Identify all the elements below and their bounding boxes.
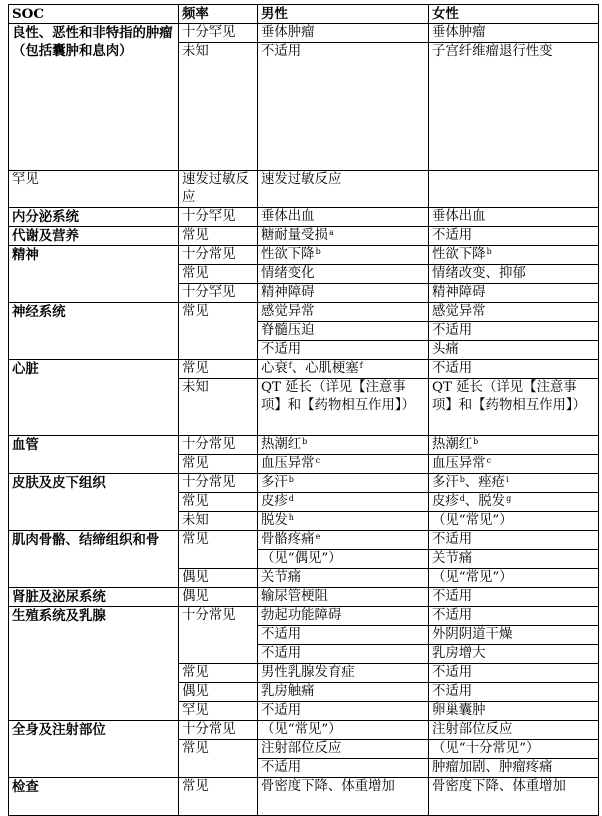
female-cell	[429, 759, 599, 778]
footnote-marker: a	[328, 228, 334, 237]
frequency-cell	[179, 721, 258, 740]
male-cell-text: 不适用	[261, 627, 302, 642]
frequency-cell	[179, 702, 258, 721]
header-frequency: 频率	[179, 5, 258, 24]
male-cell-text: 垂体出血	[261, 209, 315, 224]
male-cell-text: 输尿管梗阻	[261, 589, 328, 604]
frequency-cell-text: 常见	[182, 266, 209, 281]
frequency-cell	[179, 303, 258, 360]
female-cell	[429, 284, 599, 303]
female-cell	[429, 265, 599, 284]
female-cell	[429, 569, 599, 588]
table-row	[9, 721, 599, 740]
female-cell-text: （见“十分常见”）	[432, 741, 540, 756]
female-cell	[429, 664, 599, 683]
female-cell-text-tail: 、脱发	[464, 494, 506, 509]
soc-cell-text: 代谢及营养	[12, 228, 79, 244]
table-row	[9, 303, 599, 322]
female-cell	[429, 322, 599, 341]
male-cell-text: 骨密度下降、体重增加	[261, 779, 395, 794]
header-male: 男性	[258, 5, 429, 24]
male-cell-text: 男性乳腺发育症	[261, 665, 355, 680]
frequency-cell	[179, 778, 258, 816]
female-cell	[429, 721, 599, 740]
female-cell	[429, 341, 599, 360]
female-cell-text: 不适用	[432, 665, 473, 680]
female-cell-text: 骨密度下降、体重增加	[432, 779, 566, 794]
frequency-cell	[179, 246, 258, 265]
male-cell-text: 不适用	[261, 646, 302, 661]
frequency-cell-text: 罕见	[182, 703, 209, 718]
soc-cell-text: 精神	[12, 247, 39, 263]
table-row	[9, 171, 599, 208]
soc-cell-text: 良性、恶性和非特指的肿瘤（包括囊肿和息肉）	[12, 25, 173, 59]
male-cell	[258, 550, 429, 569]
female-cell-text: 不适用	[432, 684, 473, 699]
female-cell	[429, 531, 599, 550]
frequency-cell	[179, 360, 258, 379]
frequency-cell-text: 未知	[182, 513, 209, 528]
table-row	[9, 360, 599, 379]
frequency-cell-text: 十分常见	[182, 475, 236, 490]
table-row	[9, 531, 599, 550]
footnote-marker: g	[506, 494, 512, 503]
footnote-marker: f	[359, 361, 363, 370]
female-cell	[429, 778, 599, 816]
frequency-cell-text: 偶见	[182, 684, 209, 699]
adverse-reaction-table	[8, 4, 599, 816]
frequency-cell-text: 十分常见	[182, 608, 236, 623]
frequency-cell-text: 常见	[182, 665, 209, 680]
female-cell-text-tail: 、痤疮	[464, 475, 506, 490]
soc-cell	[9, 531, 179, 588]
male-cell-text: 骨骼疼痛	[261, 532, 315, 547]
female-cell-text: 头痛	[432, 342, 459, 357]
male-cell	[258, 284, 429, 303]
table-row	[9, 436, 599, 455]
header-soc: SOC	[9, 5, 179, 24]
male-cell	[258, 436, 429, 455]
male-cell-text: 速发过敏反应	[182, 172, 249, 205]
female-cell-text: 皮疹	[432, 494, 459, 509]
frequency-cell	[179, 474, 258, 493]
female-cell	[429, 208, 599, 227]
male-cell-text: 糖耐量受损	[261, 228, 328, 243]
female-cell-text: 热潮红	[432, 437, 473, 452]
male-cell	[258, 227, 429, 246]
female-cell-text: 不适用	[432, 532, 473, 547]
soc-cell	[9, 778, 179, 816]
frequency-cell-text: 十分罕见	[182, 285, 236, 300]
male-cell-text: 不适用	[261, 342, 302, 357]
male-cell-text: 心衰	[261, 361, 288, 376]
male-cell	[258, 493, 429, 512]
female-cell-text: QT 延长（详见【注意事项】和【药物相互作用】）	[432, 380, 586, 413]
female-cell-text: 不适用	[432, 608, 473, 623]
footnote-marker: f	[288, 361, 292, 370]
male-cell	[258, 702, 429, 721]
female-cell	[429, 550, 599, 569]
male-cell	[258, 607, 429, 626]
female-cell-text: 多汗	[432, 475, 459, 490]
female-cell	[429, 645, 599, 664]
frequency-cell-text: 常见	[182, 532, 209, 547]
female-cell-text: 精神障碍	[432, 285, 486, 300]
frequency-cell	[179, 607, 258, 664]
male-cell	[258, 645, 429, 664]
male-cell-text: 不适用	[261, 760, 302, 775]
female-cell	[429, 493, 599, 512]
soc-cell-text: 全身及注射部位	[12, 722, 106, 738]
male-cell	[258, 512, 429, 531]
frequency-cell	[179, 208, 258, 227]
female-cell-text: 速发过敏反应	[261, 172, 342, 187]
female-cell-text: 外阴阴道干燥	[432, 627, 513, 642]
male-cell	[258, 455, 429, 474]
soc-cell	[9, 588, 179, 607]
female-cell-text: （见“常见”）	[432, 570, 513, 585]
male-cell-text: 性欲下降	[261, 247, 315, 262]
female-cell	[429, 512, 599, 531]
soc-cell-text: 检查	[12, 779, 39, 795]
female-cell	[429, 588, 599, 607]
female-cell	[429, 246, 599, 265]
male-cell	[258, 322, 429, 341]
soc-cell-text: 肌肉骨骼、结缔组织和骨	[12, 532, 160, 548]
male-cell-text: 脱发	[261, 513, 288, 528]
female-cell-text: 注射部位反应	[432, 722, 513, 737]
female-cell-text: 不适用	[432, 323, 473, 338]
soc-cell-text: 神经系统	[12, 304, 66, 320]
frequency-cell	[179, 379, 258, 436]
female-cell-text: 垂体肿瘤	[432, 25, 486, 40]
table-row	[9, 588, 599, 607]
frequency-cell-text: 偶见	[182, 589, 209, 604]
male-cell-text: 热潮红	[261, 437, 302, 452]
male-cell	[258, 626, 429, 645]
female-cell-text: 垂体出血	[432, 209, 486, 224]
frequency-cell	[179, 24, 258, 43]
female-cell	[429, 436, 599, 455]
footnote-marker: b	[486, 247, 492, 256]
female-cell	[429, 607, 599, 626]
frequency-cell	[179, 493, 258, 512]
male-cell	[258, 360, 429, 379]
footnote-marker: b	[473, 437, 479, 446]
male-cell-text: 不适用	[261, 44, 302, 59]
frequency-cell	[179, 455, 258, 474]
soc-cell-text: 内分泌系统	[12, 209, 79, 225]
soc-cell-text: 血管	[12, 437, 39, 453]
soc-cell	[9, 208, 179, 227]
frequency-cell	[179, 227, 258, 246]
frequency-cell-text: 常见	[182, 494, 209, 509]
soc-cell	[9, 24, 179, 171]
frequency-cell-text: 常见	[182, 741, 209, 756]
female-cell	[429, 474, 599, 493]
male-cell	[258, 208, 429, 227]
frequency-cell-text: 十分罕见	[182, 209, 236, 224]
frequency-cell-text: 常见	[182, 304, 209, 319]
male-cell	[258, 664, 429, 683]
table-row	[9, 607, 599, 626]
male-cell-text: 勃起功能障碍	[261, 608, 342, 623]
footnote-marker: d	[288, 494, 294, 503]
female-cell-text: 乳房增大	[432, 646, 486, 661]
soc-cell-text: 心脏	[12, 361, 39, 377]
male-cell	[258, 341, 429, 360]
female-cell	[429, 740, 599, 759]
frequency-cell	[179, 569, 258, 588]
footnote-marker: h	[288, 513, 294, 522]
frequency-cell	[179, 436, 258, 455]
female-cell	[429, 702, 599, 721]
male-cell	[258, 588, 429, 607]
soc-cell	[9, 246, 179, 303]
female-cell-text: 不适用	[432, 589, 473, 604]
female-cell-text: 关节痛	[432, 551, 473, 566]
table-row	[9, 474, 599, 493]
table-row	[9, 227, 599, 246]
header-row	[9, 5, 599, 24]
female-cell	[429, 303, 599, 322]
female-cell	[429, 43, 599, 171]
female-cell	[429, 360, 599, 379]
header-female: 女性	[429, 5, 599, 24]
frequency-cell	[179, 265, 258, 284]
frequency-cell-text: 罕见	[12, 172, 39, 187]
soc-cell	[9, 721, 179, 778]
male-cell-text: 乳房触痛	[261, 684, 315, 699]
female-cell	[429, 24, 599, 43]
female-cell	[429, 455, 599, 474]
female-cell-text: 感觉异常	[432, 304, 486, 319]
female-cell-text: （见“常见”）	[432, 513, 513, 528]
footnote-marker: b	[302, 437, 308, 446]
male-cell-text: QT 延长（详见【注意事项】和【药物相互作用】）	[261, 380, 415, 413]
frequency-cell	[179, 664, 258, 683]
male-cell	[258, 303, 429, 322]
soc-cell	[9, 474, 179, 531]
frequency-cell-text: 偶见	[182, 570, 209, 585]
female-cell-text: 情绪改变、抑郁	[432, 266, 526, 281]
male-cell-text: 皮疹	[261, 494, 288, 509]
frequency-cell	[179, 43, 258, 171]
male-cell-text: 关节痛	[261, 570, 302, 585]
female-cell	[258, 171, 429, 208]
table-row	[9, 208, 599, 227]
soc-cell-text: 肾脏及泌尿系统	[12, 589, 106, 605]
footnote-marker: d	[459, 494, 465, 503]
male-cell-text: 感觉异常	[261, 304, 315, 319]
male-cell	[258, 474, 429, 493]
frequency-cell-text: 十分常见	[182, 247, 236, 262]
footnote-marker: b	[315, 247, 321, 256]
female-cell	[429, 626, 599, 645]
frequency-cell-text: 常见	[182, 361, 209, 376]
table-body	[9, 24, 599, 816]
footnote-marker: b	[288, 475, 294, 484]
adverse-reaction-table-container	[8, 4, 599, 816]
footnote-marker: e	[315, 532, 321, 541]
frequency-cell	[179, 740, 258, 778]
footnote-marker: c	[486, 456, 492, 465]
male-cell-text: （见“常见”）	[261, 722, 342, 737]
footnote-marker: i	[506, 475, 509, 484]
male-cell-text: （见“偶见”）	[261, 551, 342, 566]
male-cell-text: 精神障碍	[261, 285, 315, 300]
male-cell	[258, 740, 429, 759]
female-cell	[429, 227, 599, 246]
female-cell	[429, 379, 599, 436]
male-cell	[258, 531, 429, 550]
frequency-cell	[179, 512, 258, 531]
female-cell	[429, 683, 599, 702]
male-cell	[179, 171, 258, 208]
female-cell-text: 性欲下降	[432, 247, 486, 262]
table-row	[9, 246, 599, 265]
footnote-marker: b	[459, 475, 465, 484]
table-row	[9, 24, 599, 43]
male-cell	[258, 569, 429, 588]
male-cell-text: 脊髓压迫	[261, 323, 315, 338]
frequency-cell-text: 十分常见	[182, 722, 236, 737]
soc-cell	[9, 227, 179, 246]
frequency-cell	[179, 531, 258, 569]
male-cell-text: 注射部位反应	[261, 741, 342, 756]
female-cell-text: 不适用	[432, 228, 473, 243]
frequency-cell-text: 十分常见	[182, 437, 236, 452]
male-cell	[258, 759, 429, 778]
male-cell-text: 垂体肿瘤	[261, 25, 315, 40]
male-cell-text: 多汗	[261, 475, 288, 490]
footnote-marker: c	[315, 456, 321, 465]
male-cell	[258, 265, 429, 284]
soc-cell	[9, 360, 179, 436]
frequency-cell-text: 十分罕见	[182, 25, 236, 40]
female-cell-text: 子宫纤维瘤退行性变	[432, 44, 553, 59]
frequency-cell-text: 未知	[182, 44, 209, 59]
soc-cell	[9, 607, 179, 721]
male-cell	[258, 24, 429, 43]
male-cell-text-tail: 、心肌梗塞	[291, 361, 359, 376]
frequency-cell	[179, 683, 258, 702]
frequency-cell	[9, 171, 179, 208]
female-cell-text: 不适用	[432, 361, 473, 376]
frequency-cell-text: 常见	[182, 228, 209, 243]
female-cell-text: 肿瘤加剧、肿瘤疼痛	[432, 760, 553, 775]
female-cell-text: 血压异常	[432, 456, 486, 471]
male-cell-text: 不适用	[261, 703, 302, 718]
male-cell	[258, 778, 429, 816]
soc-cell	[9, 436, 179, 474]
male-cell	[258, 379, 429, 436]
soc-cell	[9, 303, 179, 360]
male-cell	[258, 683, 429, 702]
male-cell	[258, 246, 429, 265]
male-cell	[258, 43, 429, 171]
frequency-cell-text: 常见	[182, 779, 209, 794]
frequency-cell	[179, 588, 258, 607]
frequency-cell-text: 常见	[182, 456, 209, 471]
frequency-cell-text: 未知	[182, 380, 209, 395]
male-cell	[258, 721, 429, 740]
soc-cell-text: 生殖系统及乳腺	[12, 608, 106, 624]
female-cell-text: 卵巢囊肿	[432, 703, 486, 718]
table-row	[9, 778, 599, 797]
soc-cell-text: 皮肤及皮下组织	[12, 475, 106, 491]
male-cell-text: 血压异常	[261, 456, 315, 471]
frequency-cell	[179, 284, 258, 303]
male-cell-text: 情绪变化	[261, 266, 315, 281]
